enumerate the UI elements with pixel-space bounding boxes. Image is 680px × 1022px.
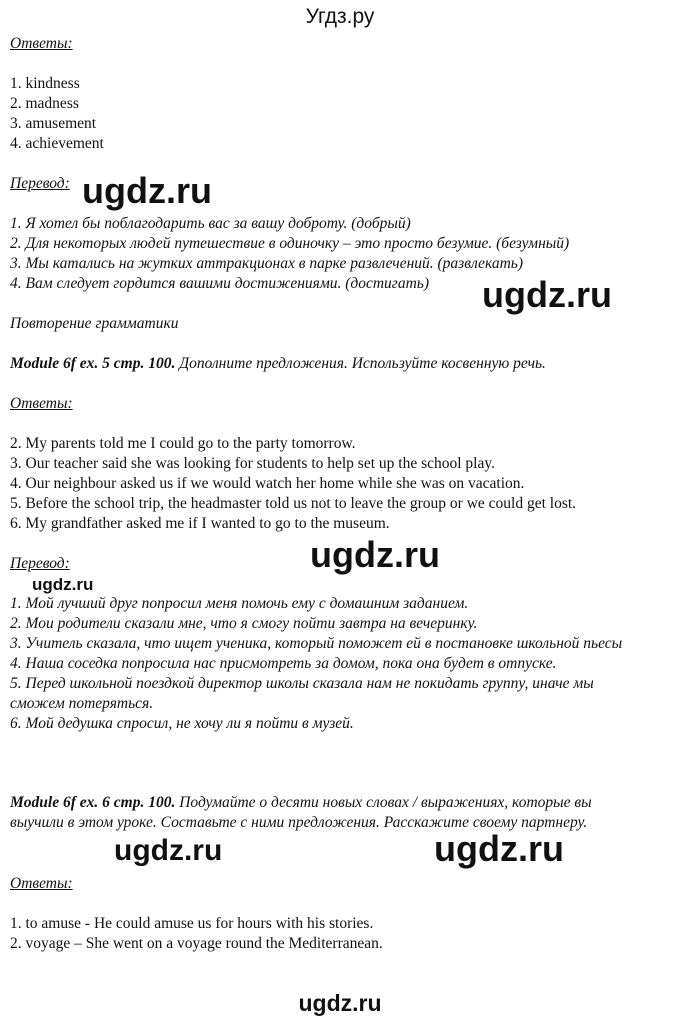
watermark: ugdz.ru: [310, 534, 440, 575]
answer-item: 4. achievement: [10, 135, 104, 152]
task-reference: Module 6f ex. 6 стр. 100.: [10, 794, 176, 811]
answer-item: 2. My parents told me I could go to the party tomorrow.: [10, 435, 356, 452]
page-footer: ugdz.ru: [298, 990, 382, 1016]
translation-item: 3. Мы катались на жутких аттракционах в парке развлечений. (развлекать): [10, 255, 524, 272]
translation-item: 4. Наша соседка попросила нас присмотреть за домом, пока она будет в отпуске.: [10, 655, 557, 672]
answers-heading: Ответы:: [10, 35, 73, 52]
translation-heading: Перевод:: [10, 175, 70, 192]
task-instruction: Дополните предложения. Используйте косвенную речь.: [175, 355, 546, 372]
watermark: ugdz.ru: [82, 170, 212, 211]
translation-item: 2. Мои родители сказали мне, что я смогу пойти завтра на вечеринку.: [10, 615, 478, 632]
translation-item: 3. Учитель сказала, что ищет ученика, который поможет ей в постановке школьной пьесы: [10, 635, 623, 652]
answer-item: 6. My grandfather asked me if I wanted to go to the museum.: [10, 515, 390, 532]
translation-item: 1. Я хотел бы поблагодарить вас за вашу доброту. (добрый): [10, 215, 411, 232]
task-ex6: [10, 793, 646, 833]
translation-heading: Перевод:: [10, 555, 70, 572]
site-title: Угдз.ру: [305, 5, 375, 28]
answer-item: 3. amusement: [10, 115, 97, 132]
spacer: [10, 54, 674, 74]
answer-item: 1. kindness: [10, 75, 80, 92]
translation-item: 5. Перед школьной поездкой директор школы сказала нам не покидать группу, иначе мы сможем потеряться.: [10, 675, 594, 712]
task-ex5: [10, 354, 650, 374]
answer-item: 5. Before the school trip, the headmaster told us not to leave the group or we could get lost.: [10, 495, 577, 512]
grammar-heading: Повторение грамматики: [10, 315, 179, 332]
section-new-words: [10, 874, 674, 954]
answers-heading: Ответы:: [10, 875, 73, 892]
answer-item: 2. madness: [10, 95, 79, 112]
watermark: ugdz.ru: [434, 828, 564, 869]
task-reference: Module 6f ex. 5 стр. 100.: [10, 355, 176, 372]
spacer: [10, 414, 674, 434]
answer-item: 4. Our neighbour asked us if we would watch her home while she was on vacation.: [10, 475, 525, 492]
answer-item: 2. voyage – She went on a voyage round the Mediterranean.: [10, 935, 383, 952]
spacer: [10, 894, 674, 914]
watermark: ugdz.ru: [482, 274, 612, 315]
translation-item: 2. Для некоторых людей путешествие в одиночку – это просто безумие. (безумный): [10, 235, 570, 252]
answer-item: 1. to amuse - He could amuse us for hours with his stories.: [10, 915, 374, 932]
answers-heading: Ответы:: [10, 395, 73, 412]
translations-ex5: [10, 594, 646, 734]
watermark: ugdz.ru: [114, 834, 223, 867]
watermark: ugdz.ru: [32, 575, 94, 594]
translation-item: 4. Вам следует гордится вашими достижениями. (достигать): [10, 275, 430, 292]
translation-item: 1. Мой лучший друг попросил меня помочь ему с домашним заданием.: [10, 595, 469, 612]
answer-item: 3. Our teacher said she was looking for students to help set up the school play.: [10, 455, 495, 472]
task-instruction: Подумайте о десяти новых словах / выражениях, которые вы выучили в этом уроке. Составьте с ними предложения. Расскажите своему партнеру.: [10, 794, 592, 831]
translation-item: 6. Мой дедушка спросил, не хочу ли я пойти в музей.: [10, 715, 354, 732]
